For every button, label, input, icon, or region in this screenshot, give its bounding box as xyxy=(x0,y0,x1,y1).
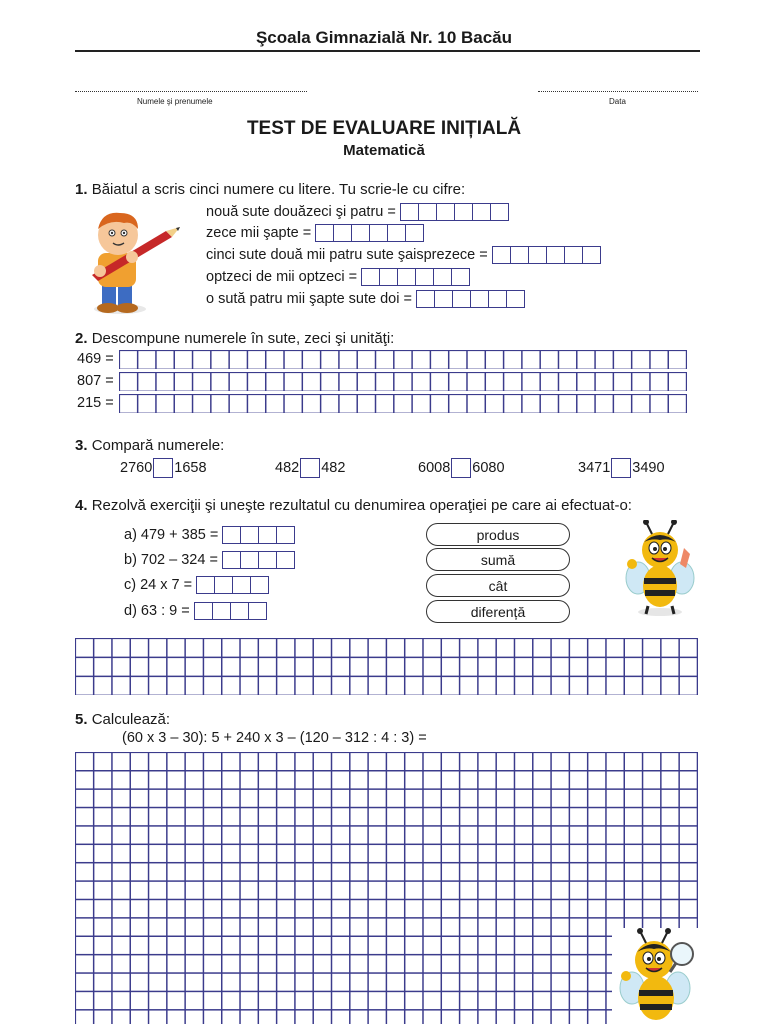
test-subtitle: Matematică xyxy=(343,142,425,159)
date-dotted-line xyxy=(538,91,698,92)
q4-exercise-d-text: d) 63 : 9 = xyxy=(124,603,190,619)
q3-pair-1-left: 2760 xyxy=(120,459,153,476)
q2-answer-row-3[interactable] xyxy=(119,394,687,413)
q4-exercise-d xyxy=(124,602,267,620)
q4-exercise-b-text: b) 702 – 324 = xyxy=(124,552,218,568)
q1-item-3-text: cinci sute două mii patru sute şaisprezece = xyxy=(206,247,488,263)
question-2-number: 2. xyxy=(75,330,88,347)
question-3-text: Compară numerele: xyxy=(91,437,225,454)
q3-pair-2 xyxy=(275,458,345,478)
q4-answer-boxes-c[interactable] xyxy=(196,576,269,594)
boy-with-pencil-illustration xyxy=(80,205,190,317)
school-name: Şcoala Gimnazială Nr. 10 Bacău xyxy=(255,28,513,47)
question-5 xyxy=(75,711,170,728)
q1-answer-boxes-3[interactable] xyxy=(492,246,601,264)
q1-item-5 xyxy=(206,290,525,308)
question-2-text: Descompune numerele în sute, zeci şi unităţi: xyxy=(91,330,395,347)
q2-label-2: 807 = xyxy=(77,373,114,389)
q3-pair-3 xyxy=(418,458,505,478)
q3-compare-box-4[interactable] xyxy=(611,458,631,478)
q1-item-1-text: nouă sute douăzeci şi patru = xyxy=(206,204,396,220)
question-1-number: 1. xyxy=(75,181,88,198)
q5-work-grid[interactable] xyxy=(75,752,698,1024)
question-1-text: Băiatul a scris cinci numere cu litere. Tu scrie-le cu cifre: xyxy=(91,181,466,198)
bee-with-magnifier-illustration xyxy=(612,928,704,1024)
q4-exercise-b xyxy=(124,551,295,569)
question-5-number: 5. xyxy=(75,711,88,728)
q2-answer-row-1[interactable] xyxy=(119,350,687,369)
date-label: Data xyxy=(609,97,626,106)
q2-label-3: 215 = xyxy=(77,395,114,411)
test-title: TEST DE EVALUARE INIȚIALĂ xyxy=(246,118,522,139)
q1-answer-boxes-2[interactable] xyxy=(315,224,424,242)
q3-pair-3-left: 6008 xyxy=(418,459,451,476)
q3-pair-4-right: 3490 xyxy=(632,459,665,476)
q4-exercise-a-text: a) 479 + 385 = xyxy=(124,527,219,543)
q3-pair-4 xyxy=(578,458,665,478)
q1-item-2-text: zece mii şapte = xyxy=(206,225,312,241)
header-rule xyxy=(75,50,700,52)
q3-compare-box-3[interactable] xyxy=(451,458,471,478)
q1-item-3 xyxy=(206,246,601,264)
q1-item-5-text: o sută patru mii şapte sute doi = xyxy=(206,291,412,307)
name-dotted-line xyxy=(75,91,307,92)
operation-produs[interactable]: produs xyxy=(426,523,570,546)
q3-pair-1 xyxy=(120,458,207,478)
q4-exercise-c-text: c) 24 x 7 = xyxy=(124,577,193,593)
name-label: Numele şi prenumele xyxy=(137,97,213,106)
q1-item-2 xyxy=(206,224,424,242)
q1-item-4 xyxy=(206,268,470,286)
bee-illustration xyxy=(620,520,700,618)
q4-answer-boxes-b[interactable] xyxy=(222,551,295,569)
q1-answer-boxes-5[interactable] xyxy=(416,290,525,308)
q1-item-4-text: optzeci de mii optzeci = xyxy=(206,269,358,285)
question-2 xyxy=(75,330,394,347)
operation-suma[interactable]: sumă xyxy=(426,548,570,571)
question-4 xyxy=(75,497,632,514)
operation-cat[interactable]: cât xyxy=(426,574,570,597)
q4-exercise-c xyxy=(124,576,269,594)
question-4-text: Rezolvă exerciţii şi uneşte rezultatul cu denumirea operaţiei pe care ai efectuat-o: xyxy=(91,497,632,514)
q4-answer-boxes-d[interactable] xyxy=(194,602,267,620)
q2-label-1: 469 = xyxy=(77,351,114,367)
q3-pair-1-right: 1658 xyxy=(174,459,207,476)
question-4-number: 4. xyxy=(75,497,88,514)
q4-answer-boxes-a[interactable] xyxy=(222,526,295,544)
q1-answer-boxes-1[interactable] xyxy=(400,203,509,221)
q4-work-grid[interactable] xyxy=(75,638,698,695)
q3-pair-2-right: 482 xyxy=(321,459,346,476)
q3-pair-4-left: 3471 xyxy=(578,459,611,476)
q3-pair-2-left: 482 xyxy=(275,459,300,476)
question-3 xyxy=(75,437,224,454)
q4-exercise-a xyxy=(124,526,295,544)
q5-expression: (60 x 3 – 30): 5 + 240 x 3 – (120 – 312 : 4 : 3) = xyxy=(122,730,427,746)
question-5-text: Calculează: xyxy=(91,711,171,728)
q1-answer-boxes-4[interactable] xyxy=(361,268,470,286)
q2-answer-row-2[interactable] xyxy=(119,372,687,391)
q3-compare-box-2[interactable] xyxy=(300,458,320,478)
question-3-number: 3. xyxy=(75,437,88,454)
q1-item-1 xyxy=(206,203,509,221)
q3-pair-3-right: 6080 xyxy=(472,459,505,476)
operation-diferenta[interactable]: diferență xyxy=(426,600,570,623)
q3-compare-box-1[interactable] xyxy=(153,458,173,478)
question-1 xyxy=(75,181,465,198)
